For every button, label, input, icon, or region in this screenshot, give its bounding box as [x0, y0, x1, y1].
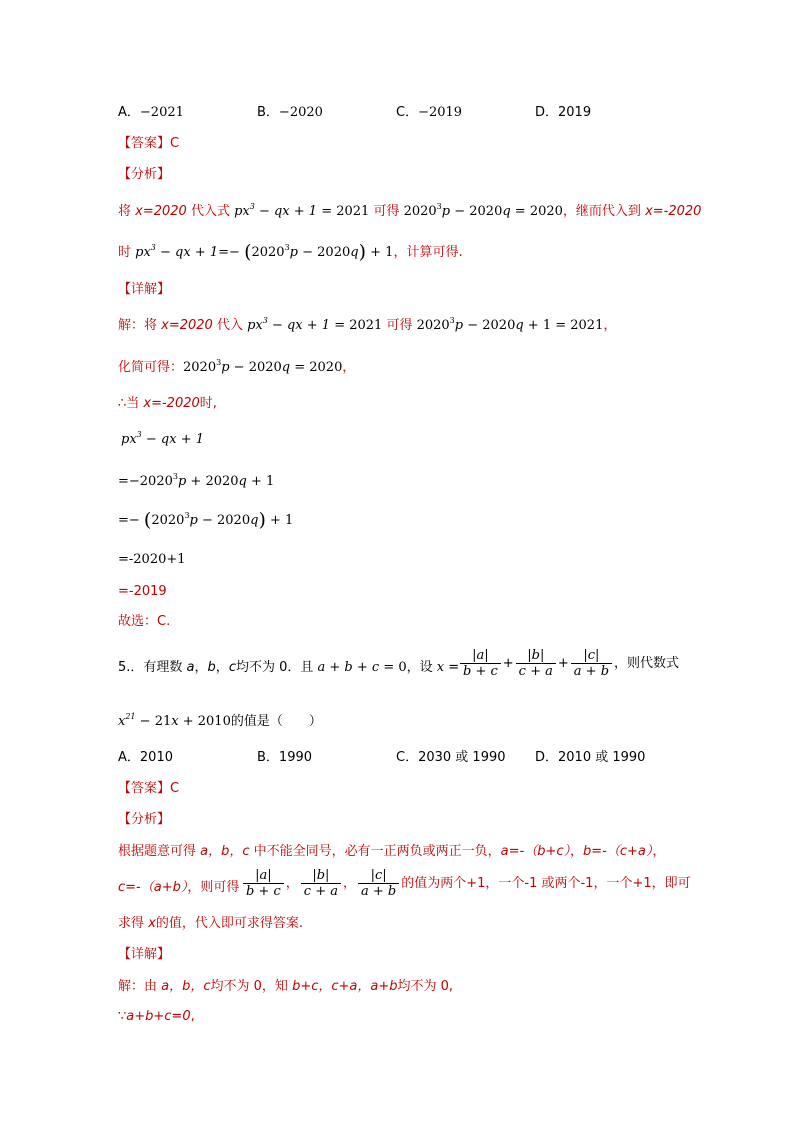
q4-analysis-line1: 将 x=2020 代入式 $px^3$ − qx + 1 = 2021 可得 $2020^3p - 2020q = 2020$，继而代入到 x=-2020 [118, 202, 702, 219]
q5-answer: 【答案】C [118, 781, 180, 796]
q5-analysis-line1: 根据题意可得 a，b，c 中不能全同号，必有一正两负或两正一负，a=-（b+c），b=-（c+a）， [118, 844, 666, 859]
q5-stem-line2: $x^{21} - 21x + 2010$的值是（ ） [118, 712, 322, 729]
q5-detail-tag: 【详解】 [118, 947, 171, 962]
q4-answer: 【答案】C [118, 136, 180, 151]
q4-detail-line1: 解：将 x=2020 代入 $px^3$ − qx + 1 = 2021 可得 $2020^3p - 2020q + 1 = 2021$， [118, 316, 617, 333]
q4-detail-line3: ∴当 x=-2020时, [118, 396, 217, 411]
answer-tag: 【答案】 [118, 136, 171, 151]
q5-analysis-line3: 求得 x的值，代入即可求得答案. [118, 916, 303, 931]
q4-detail-line9: 故选：C. [118, 614, 171, 629]
formula: $px^3$ − qx + 1 = 2021 [234, 202, 370, 219]
formula: $px^3$ − qx + $1=- (2020^3p - 2020q) + 1$ [135, 241, 394, 263]
q5-analysis-fractions: $\frac{|a|}{b + c}$ ， $\frac{|b|}{c + a}$ ， $\frac{|c|}{a + b}$ 的值为两个+1，一个-1 或两个-1，一个+1，即可 [241, 868, 691, 899]
q5-option-c: C．2030 或 1990 [396, 750, 506, 765]
q4-analysis-line2: 时 $px^3$ − qx + $1=- (2020^3p - 2020q) + 1$，计算可得. [118, 241, 463, 263]
q4-detail-line2: 化简可得：$2020^3p - 2020q = 2020$， [118, 358, 356, 375]
q4-analysis-tag: 【分析】 [118, 167, 171, 182]
q5-option-a: A．2010 [118, 750, 173, 765]
q5-option-d: D．2010 或 1990 [535, 750, 646, 765]
q5-option-b: B．1990 [257, 750, 313, 765]
q4-option-c: C．−2019 [396, 105, 463, 120]
q4-option-a: A．−2021 [118, 105, 184, 120]
q5-detail-line2: ∵a+b+c=0, [118, 1009, 195, 1024]
q4-detail-line7: =-2020+1 [118, 552, 186, 567]
q5-stem-line1: 5.．有理数 a，b，c均不为 0．且 a + b + c = 0，设 x = [118, 660, 460, 675]
q5-x-fractions: $\frac{|a|}{b + c}$ + $\frac{|b|}{c + a}$ + $\frac{|c|}{a + b}$ ，则代数式 [458, 648, 679, 679]
q4-detail-line8: =-2019 [118, 584, 167, 599]
q5-detail-line1: 解：由 a，b，c均不为 0，知 b+c，c+a，a+b均不为 0, [118, 979, 454, 994]
q4-detail-line4: $px^3$ − qx + 1 [121, 430, 204, 447]
answer-tag: 【答案】 [118, 781, 171, 796]
q5-analysis-tag: 【分析】 [118, 812, 171, 827]
q4-option-b: B．−2020 [257, 105, 323, 120]
q4-detail-tag: 【详解】 [118, 282, 171, 297]
q5-analysis-line2: c=-（a+b），则可得 [118, 880, 240, 895]
q4-detail-line5: $=-2020^3p + 2020q + 1$ [118, 472, 275, 489]
q4-option-d: D．2019 [535, 105, 592, 120]
q4-detail-line6: =− $(2020^3p - 2020q) + 1$ [118, 509, 294, 531]
